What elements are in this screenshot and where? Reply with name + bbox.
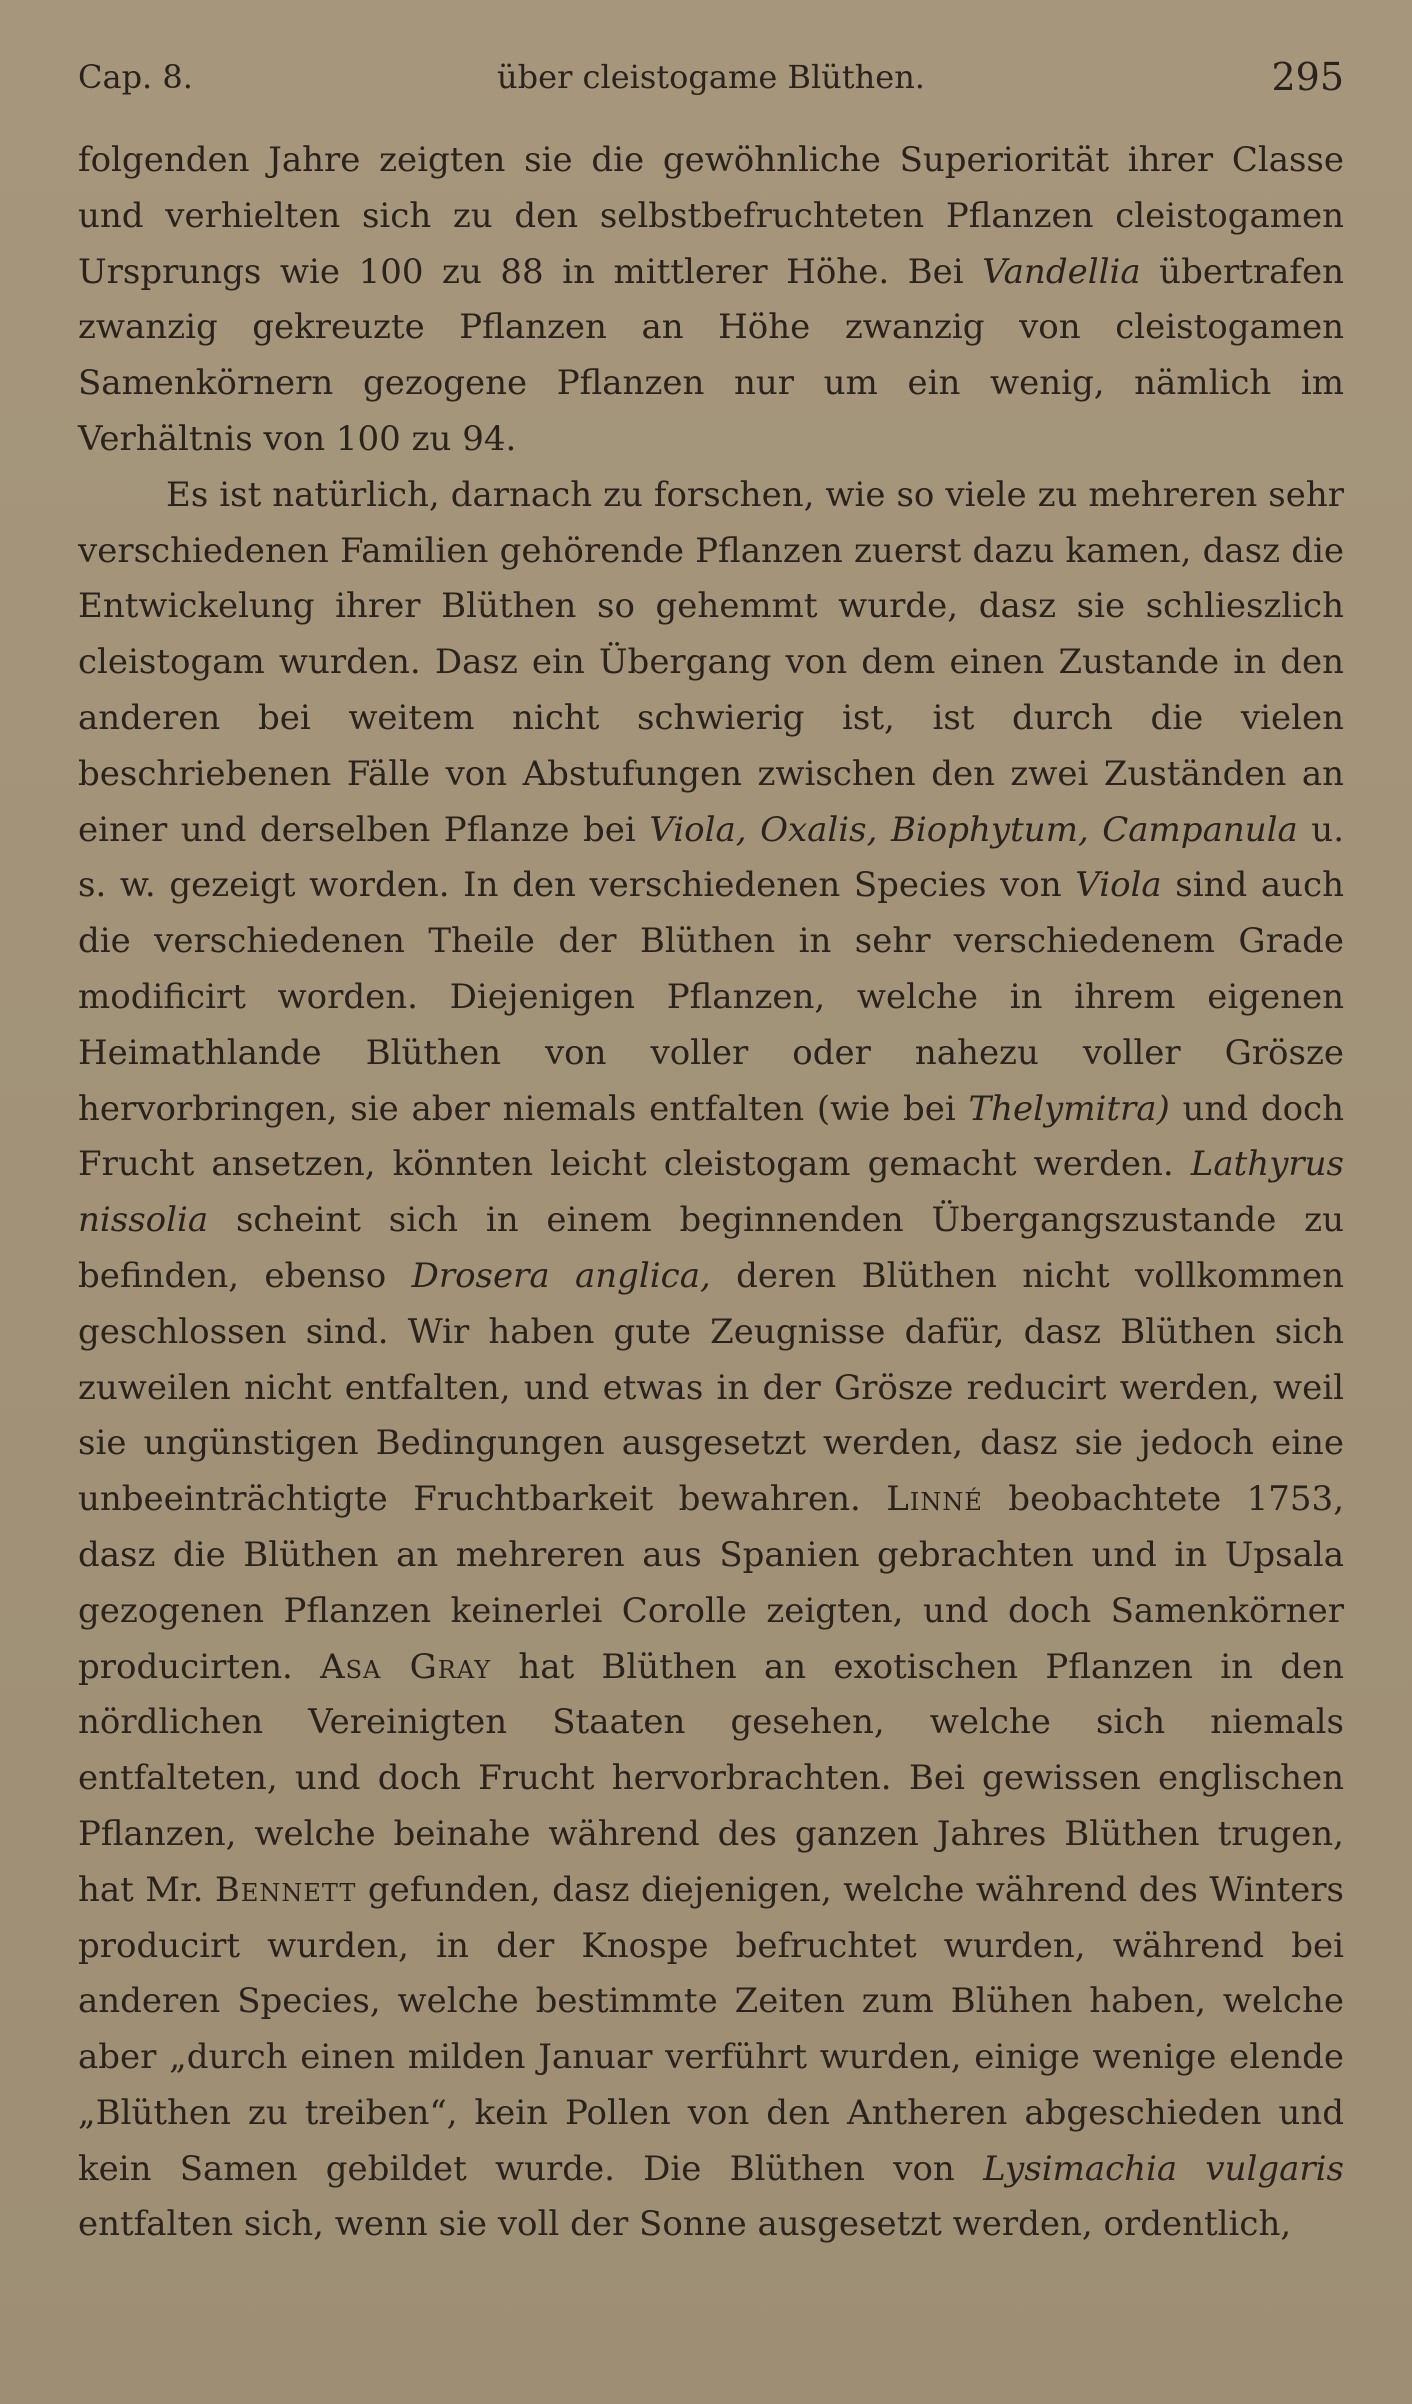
taxon-list: Viola, Oxalis, Biophytum, Campanula [649,809,1298,850]
author-asa-gray: Asa Gray [320,1646,492,1687]
body-text [78,133,1344,2253]
taxon-vandellia: Vandellia [982,251,1141,292]
paragraph-1: folgenden Jahre zeigten sie die gewöhnliche Superiorität ihrer Classe und verhielten sich zu den selbstbefruchteten Pflanzen cleistogamen Ursprungs wie 100 zu 88 in mittlerer Höhe. Bei Vandellia übertrafen zwanzig gekreuzte Pflanzen an Höhe zwanzig von cleistogamen Samenkörnern gezogene Pflanzen nur um ein wenig, nämlich im Verhältnis von 100 zu 94. [78,140,1344,459]
taxon-lathyrus: Lathyrus nissolia [78,1144,1344,1241]
author-linne: Linné [886,1479,983,1520]
page-number: 295 [1271,55,1344,99]
taxon-drosera: Drosera anglica, [411,1255,711,1296]
running-header [78,52,1344,102]
chapter-label: Cap. 8. [78,58,193,96]
author-bennett: Bennett [214,1869,357,1910]
taxon-thelymitra: Thelymitra) [968,1088,1170,1129]
taxon-viola: Viola [1075,865,1162,906]
running-title: über cleistogame Blüthen. [497,58,925,96]
taxon-lysimachia: Lysimachia vulgaris [983,2148,1344,2189]
paragraph-2: Es ist natürlich, darnach zu forschen, wie so viele zu mehreren sehr verschiedenen Familien gehörende Pflanzen zuerst dazu kamen, dasz die Entwickelung ihrer Blüthen so gehemmt wurde, dasz sie schlieszlich cleistogam wurden. Dasz ein Übergang von dem einen Zustande in den anderen bei weitem nicht schwierig ist, ist durch die vielen beschriebenen Fälle von Abstufungen zwischen den zwei Zuständen an einer und derselben Pflanze bei Viola, Oxalis, Biophytum, Campanula u. s. w. gezeigt worden. In den verschiedenen Species von Viola sind auch die verschiedenen Theile der Blüthen in sehr verschiedenem Grade modificirt worden. Diejenigen Pflanzen, welche in ihrem eigenen Heimathlande Blüthen von voller oder nahezu voller Grösze hervorbringen, sie aber niemals entfalten (wie bei Thelymitra) und doch Frucht ansetzen, könnten leicht cleistogam gemacht werden. Lathyrus nissolia scheint sich in einem beginnenden Übergangszustande zu befinden, ebenso Drosera anglica, deren Blüthen nicht vollkommen geschlossen sind. Wir haben gute Zeugnisse dafür, dasz Blüthen sich zuweilen nicht entfalten, und etwas in der Grösze reducirt werden, weil sie ungünstigen Bedingungen ausgesetzt werden, dasz sie jedoch eine unbeeinträchtigte Fruchtbarkeit bewahren. Linné beobachtete 1753, dasz die Blüthen an mehreren aus Spanien gebrachten und in Upsala gezogenen Pflanzen keinerlei Corolle zeigten, und doch Samenkörner producirten. Asa Gray hat Blüthen an exotischen Pflanzen in den nördlichen Vereinigten Staaten gesehen, welche sich niemals entfalteten, und doch Frucht hervorbrachten. Bei gewissen englischen Pflanzen, welche beinahe während des ganzen Jahres Blüthen trugen, hat Mr. Bennett gefunden, dasz diejenigen, welche während des Winters producirt wurden, in der Knospe befruchtet wurden, während bei anderen Species, welche bestimmte Zeiten zum Blühen haben, welche aber „durch einen milden Januar verführt wurden, einige wenige elende „Blüthen zu treiben“, kein Pollen von den Antheren abgeschieden und kein Samen gebildet wurde. Die Blüthen von Lysimachia vulgaris entfalten sich, wenn sie voll der Sonne ausgesetzt werden, ordentlich, [78,474,1345,2245]
